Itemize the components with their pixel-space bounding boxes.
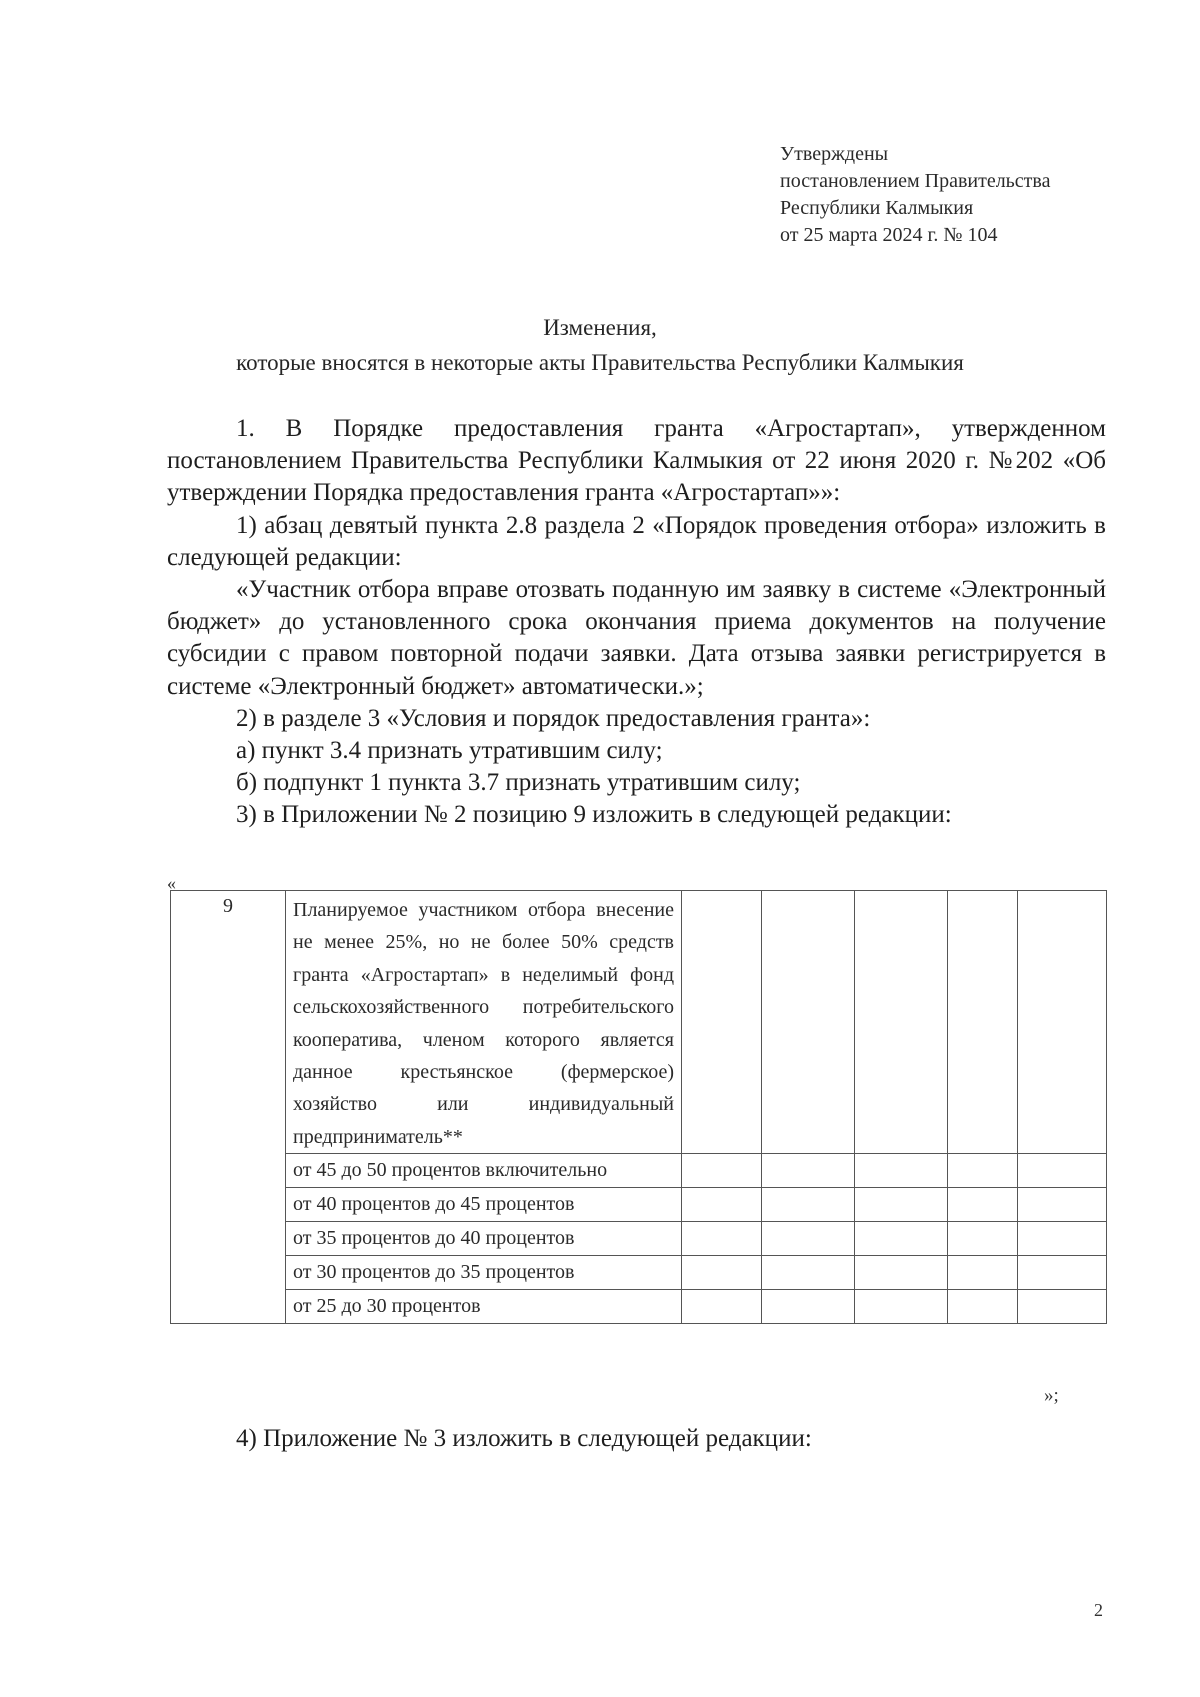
- table-cell: [1018, 1188, 1107, 1222]
- table-cell: [948, 1256, 1018, 1290]
- document-body: [167, 413, 1106, 832]
- document-title: Изменения,: [543, 315, 657, 340]
- table-cell: [682, 1290, 762, 1324]
- table-row: [171, 1154, 1107, 1188]
- paragraph-8: 4) Приложение № 3 изложить в следующей редакции:: [236, 1425, 812, 1452]
- paragraph-5: а) пункт 3.4 признать утратившим силу;: [236, 737, 663, 765]
- table-cell: [948, 891, 1018, 1154]
- table-cell: [682, 1222, 762, 1256]
- approval-line-1: Утверждены: [780, 143, 889, 165]
- position-number-cell: 9: [171, 891, 286, 1324]
- criterion-cell: от 30 процентов до 35 процентов: [286, 1256, 682, 1290]
- paragraph-1: 1. В Порядке предоставления гранта «Агростартап», утвержденном постановлением Правительства Республики Калмыкия от 22 июня 2020 г. №202 «Об утверждении Порядка предоставления гранта «Агростартап»»:: [167, 415, 1106, 507]
- paragraph-7: 3) в Приложении № 2 позицию 9 изложить в следующей редакции:: [236, 801, 952, 829]
- table-cell: [762, 1188, 855, 1222]
- table-cell: [1018, 1290, 1107, 1324]
- criterion-cell: от 40 процентов до 45 процентов: [286, 1188, 682, 1222]
- table-cell: [948, 1290, 1018, 1324]
- criterion-cell: от 35 процентов до 40 процентов: [286, 1222, 682, 1256]
- table-cell: [1018, 1222, 1107, 1256]
- table-cell: [948, 1222, 1018, 1256]
- table-cell: [1018, 1154, 1107, 1188]
- table-cell: [682, 1256, 762, 1290]
- table-row: [171, 1256, 1107, 1290]
- table-cell: [1018, 891, 1107, 1154]
- table-cell: [855, 1290, 948, 1324]
- criterion-cell: от 45 до 50 процентов включительно: [286, 1154, 682, 1188]
- table-cell: [762, 1222, 855, 1256]
- table-cell: [762, 1290, 855, 1324]
- criterion-cell: от 25 до 30 процентов: [286, 1290, 682, 1324]
- table-cell: [682, 891, 762, 1154]
- table-cell: [855, 1222, 948, 1256]
- table-row: [171, 1222, 1107, 1256]
- approval-line-3: Республики Калмыкия: [780, 197, 974, 219]
- table-cell: [762, 1154, 855, 1188]
- table-cell: [855, 1256, 948, 1290]
- table-cell: [1018, 1256, 1107, 1290]
- table-row: [171, 1290, 1107, 1324]
- document-subtitle: которые вносятся в некоторые акты Правительства Республики Калмыкия: [236, 350, 964, 375]
- position-description-cell: [286, 891, 682, 1154]
- page-number: 2: [1094, 1600, 1103, 1620]
- table-cell: [762, 891, 855, 1154]
- table-row: [171, 1188, 1107, 1222]
- table-cell: [855, 1188, 948, 1222]
- table-quote-close: »;: [1044, 1385, 1059, 1406]
- paragraph-6: б) подпункт 1 пункта 3.7 признать утратившим силу;: [236, 769, 801, 797]
- table-cell: [682, 1154, 762, 1188]
- table-row-main: [171, 891, 1107, 1154]
- position-9-table: [170, 890, 1107, 1324]
- document-body-continued: [167, 1423, 1106, 1455]
- table-cell: [762, 1256, 855, 1290]
- approval-line-2: постановлением Правительства: [780, 170, 1051, 192]
- table-cell: [855, 1154, 948, 1188]
- position-description: Планируемое участником отбора внесение не менее 25%, но не более 50% средств гранта «Агростартап» в неделимый фонд сельскохозяйственного потребительского кооператива, членом которого является данное крестьянское (фермерское) хозяйство или индивидуальный предприниматель**: [293, 899, 674, 1148]
- table-cell: [948, 1188, 1018, 1222]
- paragraph-2: 1) абзац девятый пункта 2.8 раздела 2 «Порядок проведения отбора» изложить в следующей редакции:: [167, 511, 1106, 571]
- paragraph-3: «Участник отбора вправе отозвать поданную им заявку в системе «Электронный бюджет» до установленного срока окончания приема документов на получение субсидии с правом повторной подачи заявки. Дата отзыва заявки регистрируется в системе «Электронный бюджет» автоматически.»;: [167, 576, 1106, 700]
- approval-block: [780, 141, 1050, 249]
- table-cell: [948, 1154, 1018, 1188]
- approval-line-4: от 25 марта 2024 г. № 104: [780, 224, 998, 246]
- table-cell: [682, 1188, 762, 1222]
- table-quote-open: «: [167, 873, 176, 893]
- table-cell: [855, 891, 948, 1154]
- paragraph-4: 2) в разделе 3 «Условия и порядок предоставления гранта»:: [236, 704, 871, 732]
